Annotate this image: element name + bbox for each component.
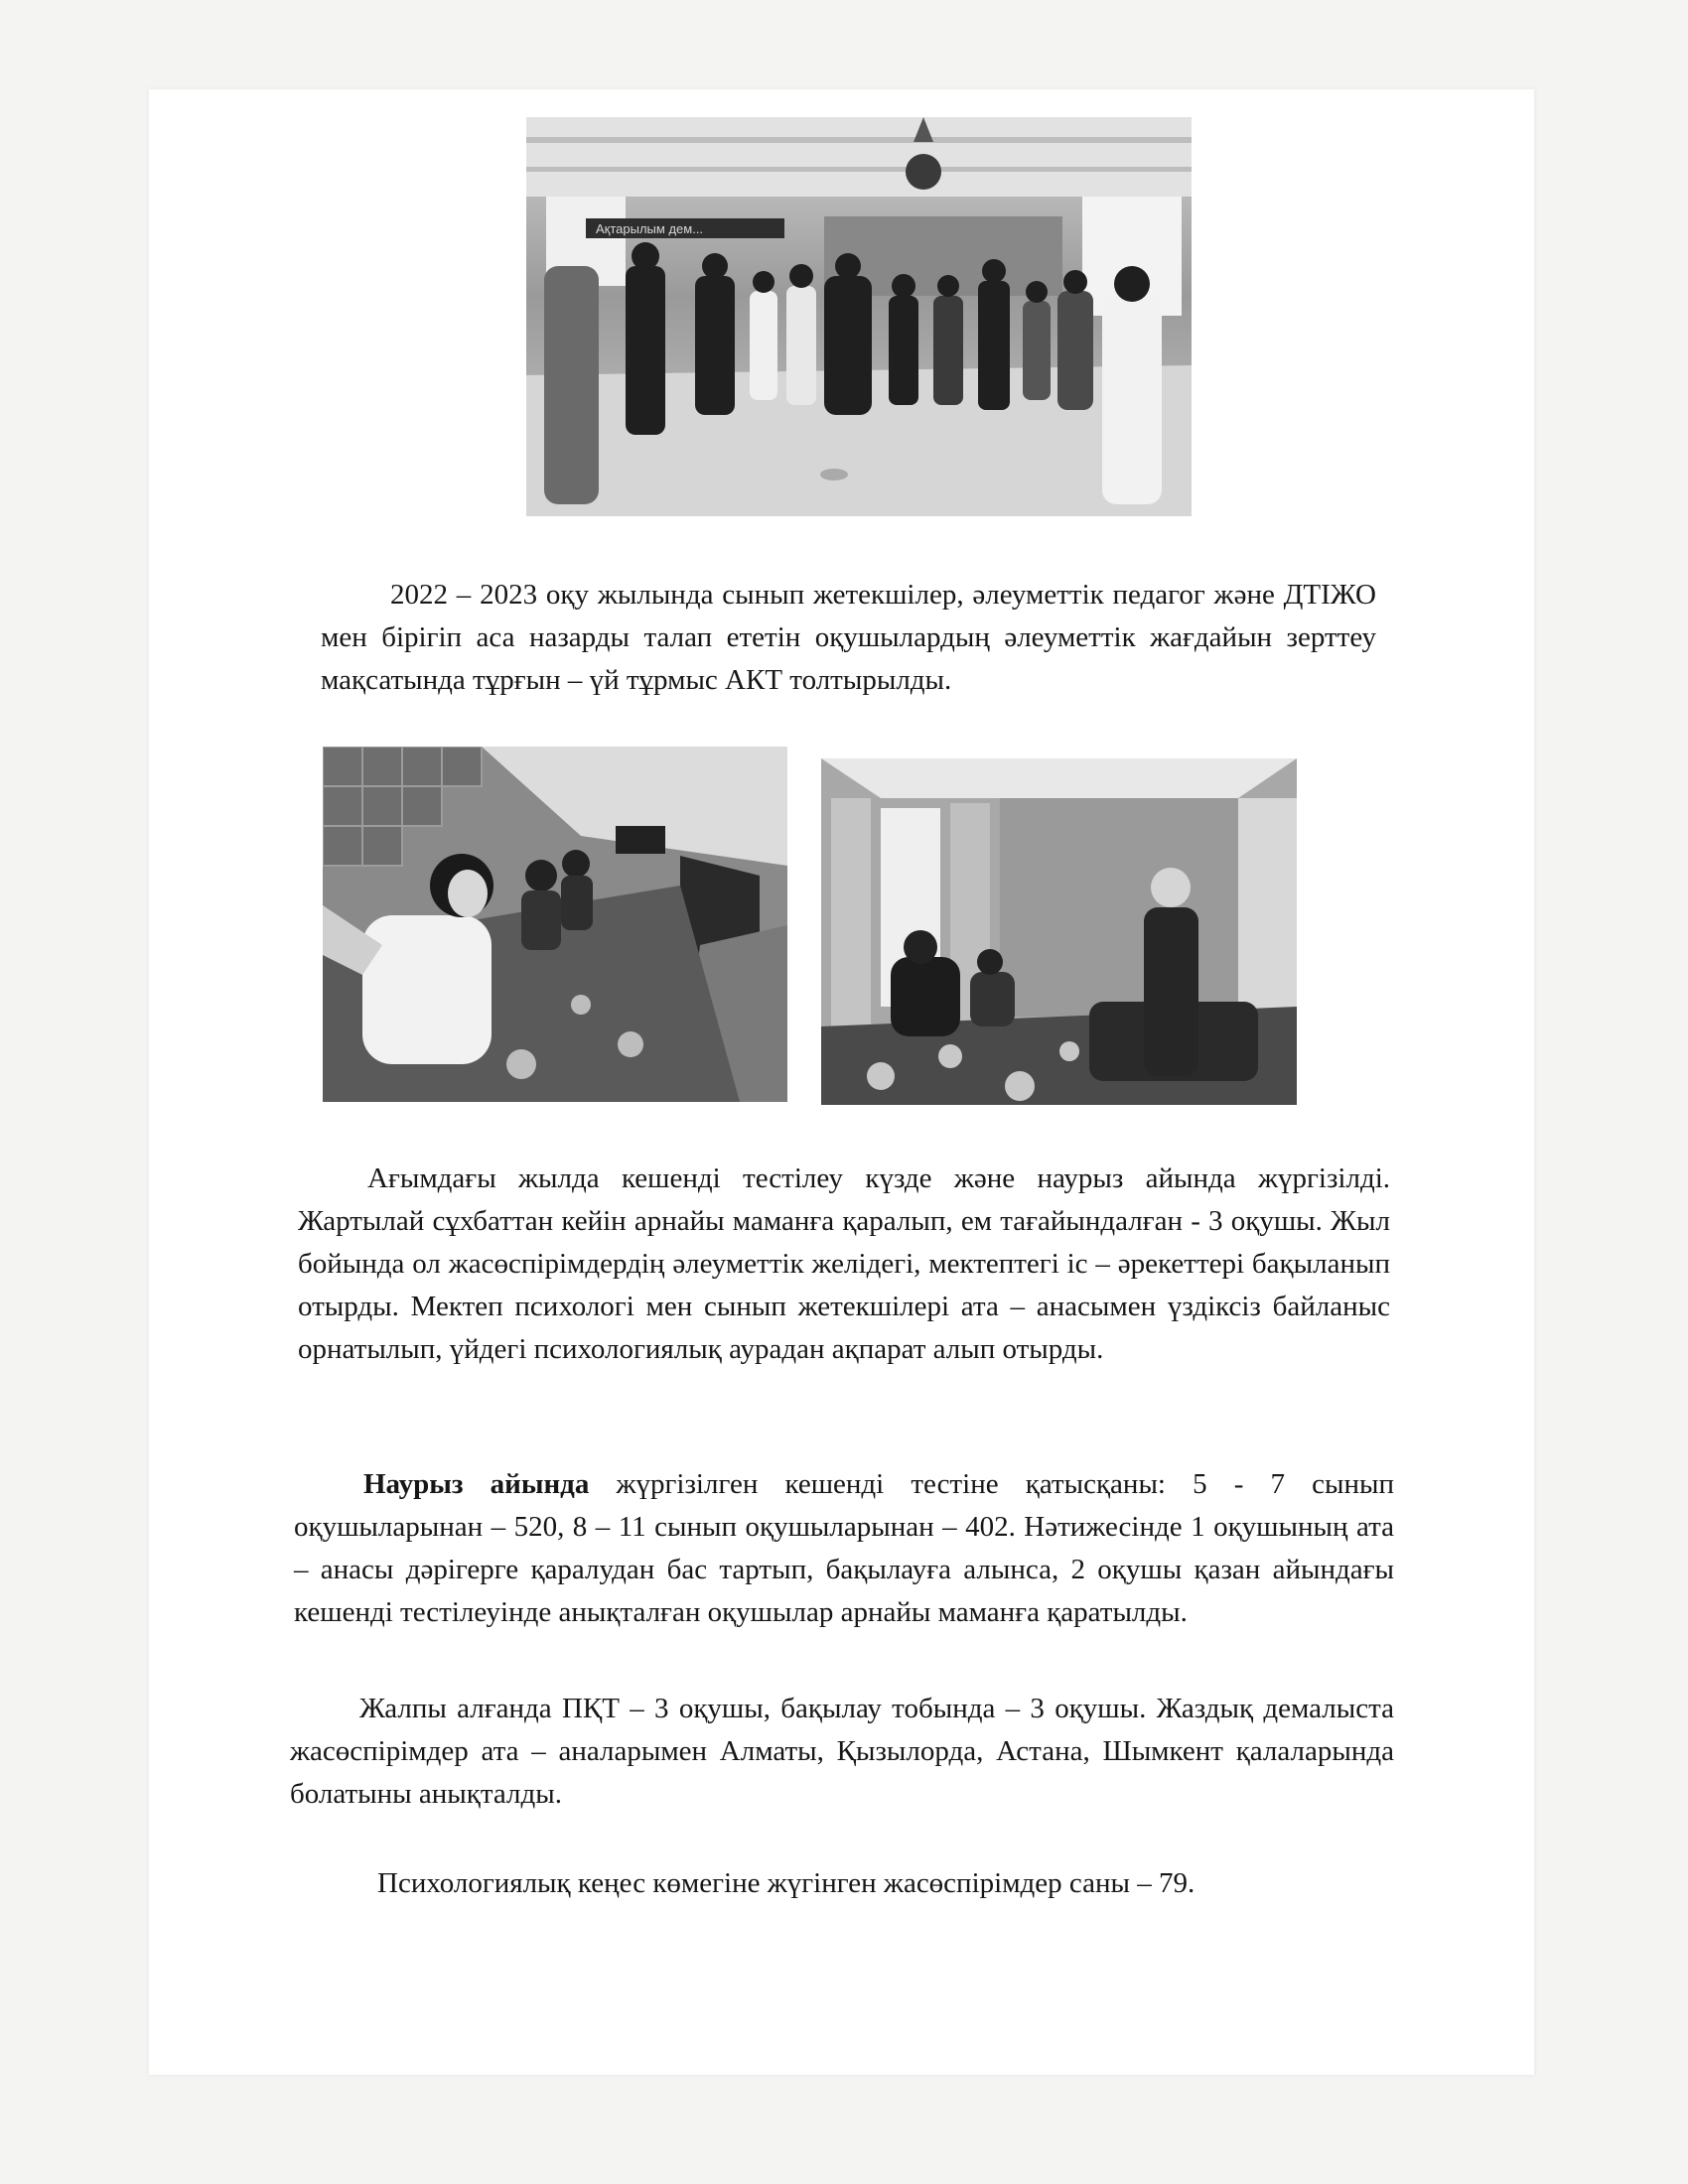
paragraph-social-study: 2022 – 2023 оқу жылында сынып жетекшілер, әлеуметтік педагог және ДТІЖО мен бірігіп аса назарды талап ететін оқушылардың әлеуметтік жағдайын зерттеу мақсатында тұрғын – үй тұрмыс АКТ толтырылды.	[321, 579, 1376, 696]
event-hall-photo	[526, 117, 1192, 516]
paragraph-complex-testing: Ағымдағы жылда кешенді тестілеу күзде және наурыз айында жүргізілді. Жартылай сұхбаттан кейін арнайы маманға қаралып, ем тағайындалған - 3 оқушы. Жыл бойында ол жасөспірімдердің әлеуметтік желідегі, мектептегі іс – әрекеттері бақыланып отырды. Мектеп психологі мен сынып жетекшілері ата – анасымен үздіксіз байланыс орнатылып, үйдегі психологиялық аурадан ақпарат алып отырды.	[298, 1162, 1390, 1365]
paragraph-march-results	[294, 1463, 1394, 1634]
march-heading: Наурыз айында	[363, 1468, 590, 1500]
paragraph-counseling-count: Психологиялық кеңес көмегіне жүгінген жасөспірімдер саны – 79.	[377, 1867, 1196, 1899]
home-visit-room-photo	[821, 758, 1297, 1105]
paragraph-summary: Жалпы алғанда ПҚТ – 3 оқушы, бақылау тобында – 3 оқушы. Жаздық демалыста жасөспірімдер ата – аналарымен Алматы, Қызылорда, Астана, Шымкент қалаларында болатыны анықталды.	[290, 1693, 1394, 1810]
home-visit-selfie-photo	[323, 747, 787, 1102]
march-results-text: жүргізілген кешенді тестіне қатысқаны: 5 - 7 сынып оқушыларынан – 520, 8 – 11 сынып оқушыларынан – 402. Нәтижесінде 1 оқушының ата – анасы дәрігерге қаралудан бас тартып, бақылауға алынса, 2 оқушы қазан айындағы кешенді тестілеуінде анықталған оқушылар арнайы маманға қаратылды.	[294, 1468, 1394, 1628]
banner-text: Ақтарылым дем...	[596, 221, 704, 236]
